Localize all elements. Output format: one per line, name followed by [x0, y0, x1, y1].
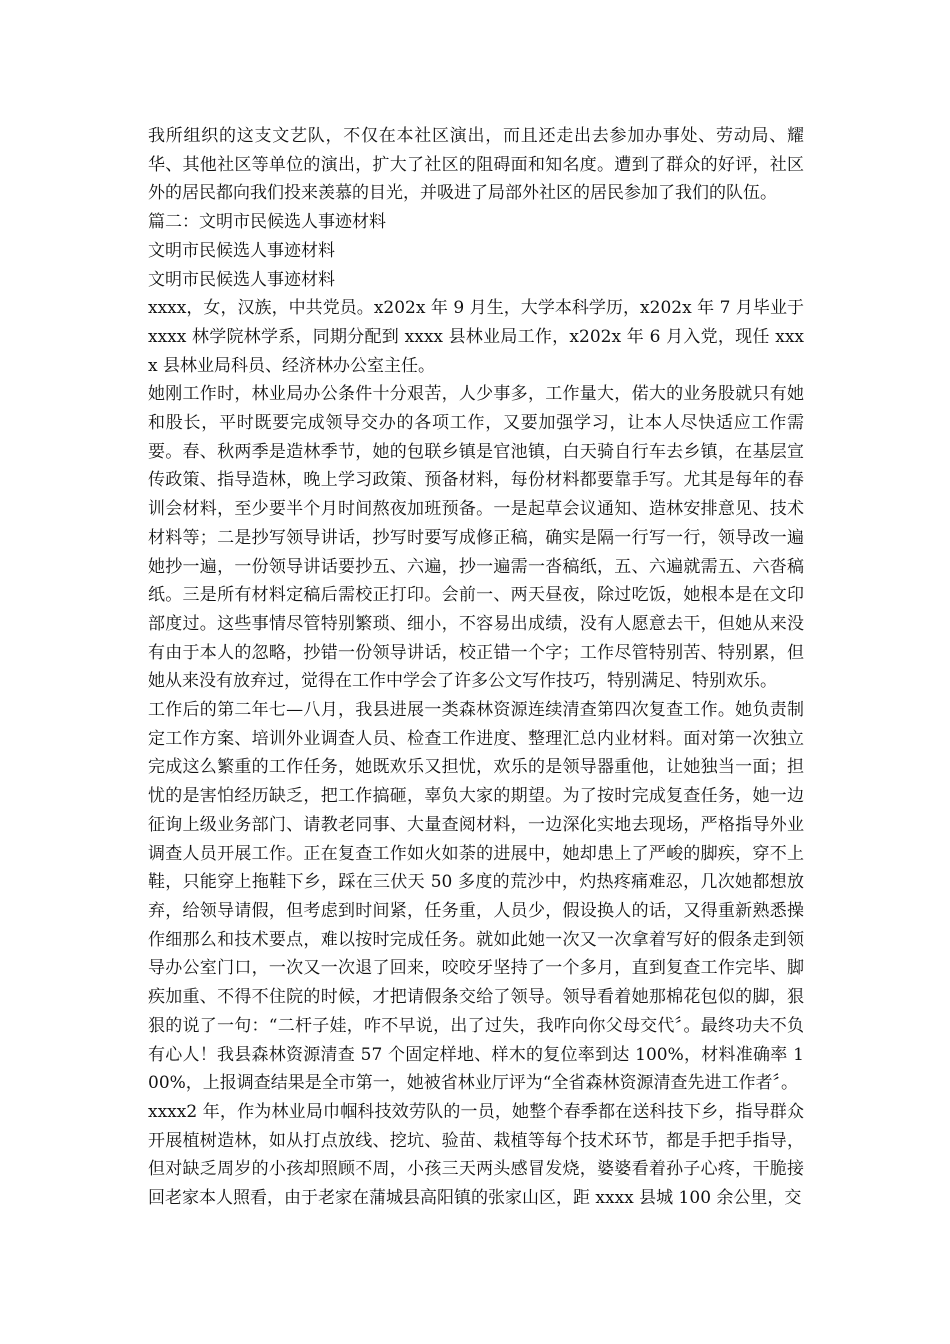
document-subtitle: 文明市民候选人事迹材料: [148, 269, 335, 290]
paragraph-early-work: 她刚工作时，林业局办公条件十分艰苦，人少事多，工作量大，偌大的业务股就只有她和股长，平时既要完成领导交办的各项工作，又要加强学习，让本人尽快适应工作需要。春、秋两季是造林季节，她的包联乡镇是官池镇，白天骑自行车去乡镇，在基层宣传政策、指导造林，晚上学习政策、预备材料，每份材料都要靠手写。尤其是每年的春训会材料，至少要半个月时间熬夜加班预备。一是起草会议通知、造林安排意见、技术材料等；二是抄写领导讲话，抄写时要写成修正稿，确实是隔一行写一行，领导改一遍她抄一遍，一份领导讲话要抄五、六遍，抄一遍需一沓稿纸，五、六遍就需五、六沓稿纸。三是所有材料定稿后需校正打印。会前一、两天昼夜，除过吃饭，她根本是在文印部度过。这些事情尽管特别繁琐、细小，不容易出成绩，没有人愿意去干，但她从来没有由于本人的忽略，抄错一份领导讲话，校正错一个字；工作尽管特别苦、特别累，但她从来没有放弃过，觉得在工作中学会了许多公文写作技巧，特别满足、特别欢乐。: [148, 384, 804, 692]
paragraph-art-troupe: 我所组织的这支文艺队，不仅在本社区演出，而且还走出去参加办事处、劳动局、耀华、其他社区等单位的演出，扩大了社区的阻碍面和知名度。遭到了群众的好评，社区外的居民都向我们投来羡慕的目光，并吸进了局部外社区的居民参加了我们的队伍。: [148, 126, 804, 204]
paragraph-forest-inventory: 工作后的第二年七—八月，我县进展一类森林资源连续清查第四次复查工作。她负责制定工作方案、培训外业调查人员、检查工作进度、整理汇总内业材料。面对第一次独立完成这么繁重的工作任务，她既欢乐又担忧，欢乐的是领导器重他，让她独当一面；担忧的是害怕经历缺乏，把工作搞砸，辜负大家的期望。为了按时完成复查任务，她一边征询上级业务部门、请教老同事、大量查阅材料，一边深化实地去现场，严格指导外业调查人员开展工作。正在复查工作如火如荼的进展中，她却患上了严峻的脚疾，穿不上鞋，只能穿上拖鞋下乡，踩在三伏天 50 多度的荒沙中，灼热疼痛难忍，几次她都想放弃，给领导请假，但考虑到时间紧，任务重，人员少，假设换人的话，又得重新熟悉操作细那么和技术要点，难以按时完成任务。就如此她一次又一次拿着写好的假条走到领导办公室门口，一次又一次退了回来，咬咬牙坚持了一个多月，直到复查工作完毕、脚疾加重、不得不住院的时候，才把请假条交给了领导。领导看着她那棉花包似的脚，狠狠的说了一句：“二杆子娃，咋不早说，出了过失，我咋向你父母交代〞。最终功夫不负有心人！我县森林资源清查 57 个固定样地、样木的复位率到达 100%，材料准确率 100%，上报调查结果是全市第一，她被省林业厅评为“全省森林资源清查先进工作者〞。: [148, 700, 804, 1094]
document-body: [148, 122, 804, 1213]
paragraph-profile: xxxx，女，汉族，中共党员。x202x 年 9 月生，大学本科学历，x202x 年 7 月毕业于 xxxx 林学院林学系，同期分配到 xxxx 县林业局工作，x202x 年 6 月入党，现任 xxxx 县林业局科员、经济林办公室主任。: [148, 298, 804, 376]
document-title: 文明市民候选人事迹材料: [148, 240, 335, 261]
section-heading: 篇二：文明市民候选人事迹材料: [148, 212, 386, 233]
paragraph-tech-service: xxxx2 年，作为林业局巾帼科技效劳队的一员，她整个春季都在送科技下乡，指导群众开展植树造林，如从打点放线、挖坑、验苗、栽植等每个技术环节，都是手把手指导，但对缺乏周岁的小孩却照顾不周，小孩三天两头感冒发烧，婆婆看着孙子心疼，干脆接回老家本人照看，由于老家在蒲城县高阳镇的张家山区，距 xxxx 县城 100 余公里，交: [148, 1101, 804, 1209]
